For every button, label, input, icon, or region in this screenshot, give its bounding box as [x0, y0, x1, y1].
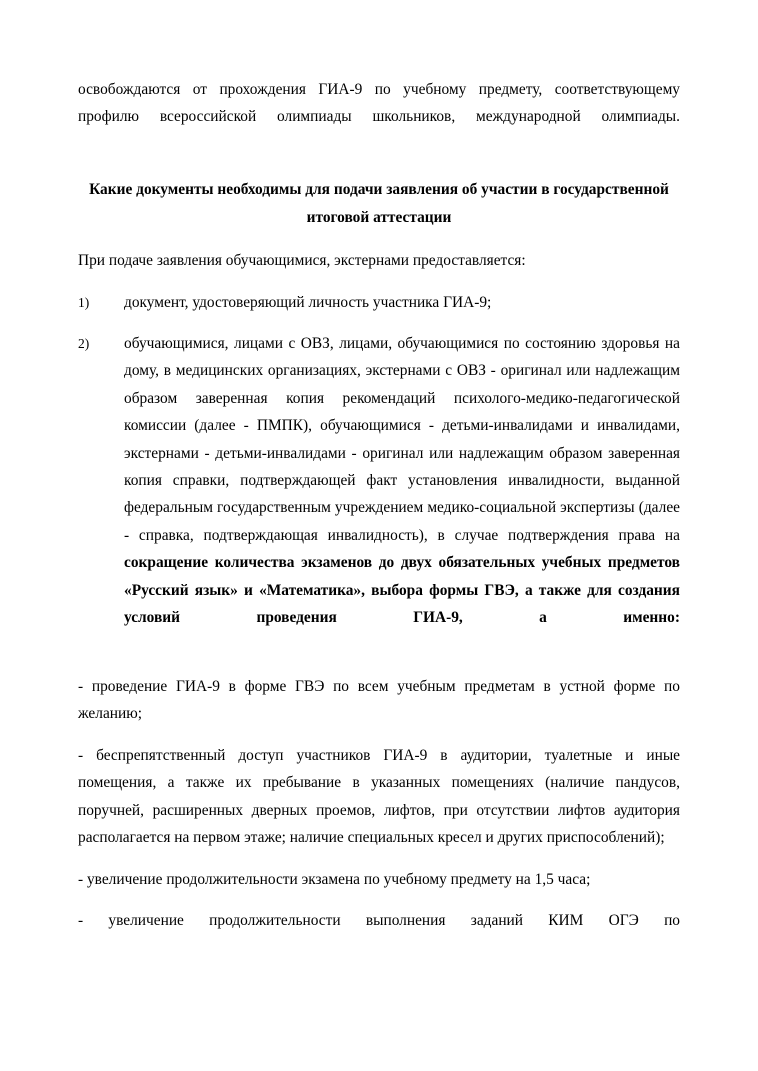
list-item-text-regular: обучающимися, лицами с ОВЗ, лицами, обучающимися по состоянию здоровья на дому, в медицинских организациях, экстернами с ОВЗ - оригинал или надлежащим образом заверенная копия рекомендаций психолого-медико-педагогической комиссии (далее - ПМПК), обучающимися - детьми-инвалидами и инвалидами, экстернами - детьми-инвалидами - оригинал или надлежащим образом заверенная копия справки, подтверждающей факт установления инвалидности, выданной федеральным государственным учреждением медико-социальной экспертизы (далее - справка, подтверждающая инвалидность), в случае подтверждения права на — [124, 334, 680, 544]
list-item-ovz-documents — [78, 330, 680, 659]
condition-accessibility: - беспрепятственный доступ участников ГИА-9 в аудитории, туалетные и иные помещения, а также их пребывание в указанных помещениях (наличие пандусов, поручней, расширенных дверных проемов, лифтов, при отсутствии лифтов аудитория располагается на первом этаже; наличие специальных кресел и других приспособлений); — [78, 746, 680, 847]
list-item-text: документ, удостоверяющий личность участника ГИА-9; — [124, 293, 492, 311]
condition-exam-time-extension: - увеличение продолжительности экзамена по учебному предмету на 1,5 часа; — [78, 870, 591, 888]
section-heading-documents: Какие документы необходимы для подачи заявления об участии в государственной итоговой аттестации — [89, 181, 669, 226]
condition-kim-oge-extension: - увеличение продолжительности выполнения заданий КИМ ОГЭ по — [78, 911, 680, 929]
document-body — [78, 76, 680, 976]
paragraph-exemption: освобождаются от прохождения ГИА-9 по учебному предмету, соответствующему профилю всероссийской олимпиады школьников, международной олимпиады. — [78, 81, 680, 126]
list-item-text — [124, 330, 680, 659]
list-marker: 2) — [78, 335, 90, 351]
list-item-identity-document — [78, 289, 680, 316]
list-item-text-bold: сокращение количества экзаменов до двух обязательных учебных предметов «Русский язык» и «Математика», выбора формы ГВЭ, а также для создания условий проведения ГИА-9, а именно: — [124, 554, 680, 627]
paragraph-application-lead: При подаче заявления обучающимися, экстернами предоставляется: — [78, 252, 526, 270]
list-marker: 1) — [78, 294, 90, 310]
condition-gve-oral-form: - проведение ГИА-9 в форме ГВЭ по всем учебным предметам в устной форме по желанию; — [78, 678, 680, 723]
